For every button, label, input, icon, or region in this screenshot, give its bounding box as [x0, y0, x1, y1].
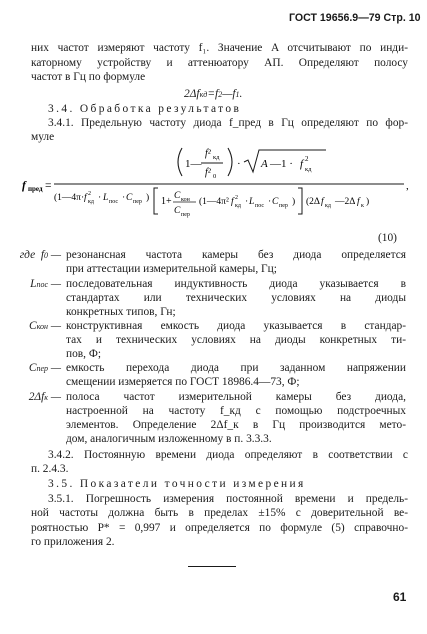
svg-text:f: f: [22, 180, 26, 192]
definition-line: стандартах или технических условиях на диоды: [66, 292, 406, 304]
page-header: ГОСТ 19656.9—79 Стр. 10: [289, 12, 421, 24]
svg-text:(2Δ: (2Δ: [306, 197, 321, 207]
svg-text:0: 0: [213, 173, 217, 180]
svg-text:к: к: [361, 203, 364, 209]
definition-line: дом, аналогичным изложенному в п. 3.3.3.: [66, 433, 272, 445]
svg-text:2: 2: [305, 155, 309, 163]
svg-text:C: C: [174, 191, 181, 201]
svg-text:): ): [366, 197, 370, 207]
paragraph-line: 3.4.2. Постоянную времени диода определяют в соответствии с: [48, 449, 408, 461]
svg-text:f: f: [300, 158, 304, 170]
svg-text:,: ,: [406, 180, 409, 192]
svg-text:f²: f²: [205, 148, 211, 159]
definition-line: конструктивная емкость диода указывается в стандар-: [66, 320, 406, 332]
svg-text:f²: f²: [205, 167, 211, 178]
svg-text:=: =: [45, 180, 52, 192]
svg-text:·: ·: [98, 193, 102, 203]
definition-line: при аттестации измерительной камеры, Гц;: [66, 263, 277, 275]
svg-text:2: 2: [235, 195, 238, 201]
svg-text:(1—4π·: (1—4π·: [54, 193, 85, 203]
svg-text:L: L: [103, 193, 109, 203]
svg-text:кд: кд: [305, 166, 312, 173]
definition-body: [66, 390, 406, 446]
definition-term: Lпос —: [30, 278, 61, 290]
svg-text:): ): [292, 197, 296, 207]
svg-text:кон: кон: [181, 197, 190, 203]
paragraph-line: каторному устройству и аттенюатору АП. Определяют полосу: [31, 57, 408, 69]
definition-line: емкость перехода диода при заданном напряжении: [66, 362, 406, 374]
svg-text:(1—4π²: (1—4π²: [199, 197, 229, 207]
definition-line: полоса частот измерительной камеры без диода,: [66, 391, 406, 403]
definition-term: где f0 —: [19, 249, 61, 261]
svg-text:A: A: [261, 158, 268, 170]
svg-text:—2Δ: —2Δ: [335, 197, 356, 207]
definition-line: пов, Ф;: [66, 348, 102, 360]
definition-body: [66, 277, 406, 319]
definition-body: [66, 319, 406, 361]
definition-line: элементов. Определение 2Δf_к в Гц производится мето-: [66, 419, 406, 431]
svg-text:·: ·: [122, 193, 126, 203]
svg-text:f: f: [321, 197, 324, 207]
svg-text:кд: кд: [88, 199, 94, 205]
svg-text:пос: пос: [255, 203, 265, 209]
svg-text:f: f: [231, 197, 234, 207]
svg-text:C: C: [126, 193, 133, 203]
paragraph-line: муле: [31, 131, 55, 143]
svg-text:1+: 1+: [161, 196, 172, 207]
page-number: 61: [393, 590, 407, 604]
svg-text:кд: кд: [325, 203, 331, 209]
svg-text:—1 ·: —1 ·: [270, 158, 293, 170]
paragraph-line: п. 2.4.3.: [31, 463, 69, 475]
paragraph-line: го приложения 2.: [31, 536, 115, 548]
svg-text:C: C: [174, 206, 181, 216]
svg-text:·: ·: [268, 197, 272, 207]
svg-text:2: 2: [88, 191, 91, 197]
definition-line: настроенной на частоту f_кд с помощью подстроечных: [66, 405, 406, 417]
svg-text:f: f: [84, 193, 87, 203]
definition-term: Cкон —: [29, 320, 61, 332]
formula-bandwidth: 2Δfкд=f2—f1.: [184, 88, 243, 100]
svg-text:f: f: [357, 197, 360, 207]
svg-text:L: L: [249, 197, 255, 207]
svg-text:пред: пред: [28, 185, 43, 193]
section-heading: 3.4. Обработка результатов: [48, 103, 242, 115]
paragraph-line: ной частоты должна быть в пределах ±15% с доверительной ве-: [31, 507, 408, 519]
section-heading: 3.5. Показатели точности измерения: [48, 478, 306, 490]
definition-line: резонансная частота камеры без диода определяется: [66, 249, 406, 261]
definition-line: тах и технических условиях на диоды конкретных ти-: [66, 334, 406, 346]
svg-text:пер: пер: [181, 212, 190, 218]
paragraph-line: частот в Гц по формуле: [31, 71, 146, 83]
svg-text:C: C: [272, 197, 279, 207]
formula-main: [22, 142, 412, 222]
svg-text:пос: пос: [109, 199, 119, 205]
end-separator: [188, 566, 236, 567]
definition-line: последовательная индуктивность диода указывается в: [66, 278, 406, 290]
definition-line: смещении измеряется по ГОСТ 18986.4—73, Ф;: [66, 376, 300, 388]
paragraph-line: 3.4.1. Предельную частоту диода f_пред в Гц определяют по фор-: [48, 117, 408, 129]
paragraph-line: 3.5.1. Погрешность измерения постоянной времени и предель-: [48, 493, 408, 505]
svg-text:1—: 1—: [185, 158, 202, 170]
paragraph-line: роятностью P* = 0,997 и определяется по формуле (5) справочно-: [31, 522, 408, 534]
svg-text:): ): [146, 193, 150, 203]
formula-main-graphic: [22, 142, 412, 222]
svg-text:·: ·: [237, 158, 241, 170]
svg-text:кд: кд: [235, 203, 241, 209]
paragraph-line: них частот измеряют частоту f₁. Значение A отсчитывают по инди-: [31, 42, 408, 54]
definition-term: Cпер —: [28, 362, 61, 374]
definition-body: [66, 248, 406, 276]
svg-text:·: ·: [245, 197, 249, 207]
definition-term: 2Δfк —: [28, 391, 61, 403]
svg-text:пер: пер: [279, 203, 288, 209]
svg-text:пер: пер: [133, 199, 142, 205]
equation-number: (10): [378, 232, 397, 244]
definition-line: конкретных типов, Гн;: [66, 306, 176, 318]
svg-text:кд: кд: [213, 154, 220, 161]
definition-body: [66, 361, 406, 389]
